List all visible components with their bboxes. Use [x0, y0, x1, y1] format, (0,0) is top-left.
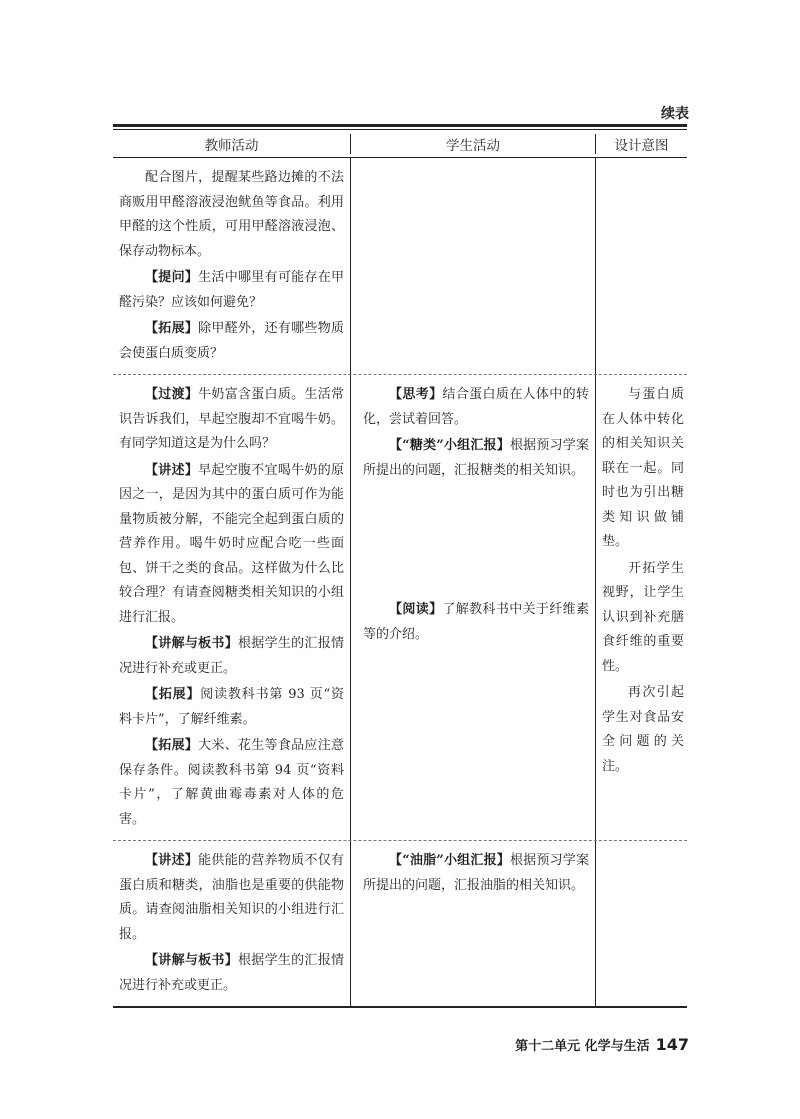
paragraph-text: 牛奶富含蛋白质。生活常识告诉我们，早起空腹却不宜喝牛奶。有同学知道这是为什么吗？: [119, 387, 344, 451]
paragraph-text: 根据学生的汇报情况进行补充或更正。: [119, 953, 344, 993]
paragraph-text: 大米、花生等食品应注意保存条件。阅读教科书第 94 页“资料卡片”，了解黄曲霉毒素对人体的危害。: [119, 738, 344, 827]
paragraph: [119, 383, 344, 457]
paragraph-text: 开拓学生视野，让学生认识到补充膳食纤维的重要性。: [602, 560, 684, 674]
page-footer: [515, 1035, 689, 1054]
paragraph: [119, 683, 344, 732]
paragraph-tag: 【阅读】: [389, 602, 443, 617]
paragraph-text: 根据学生的汇报情况进行补充或更正。: [119, 636, 344, 676]
paragraph-tag: 【拓展】: [145, 738, 199, 753]
table-bottom-rule: [113, 1006, 687, 1008]
paragraph: [119, 459, 344, 631]
paragraph-tag: 【讲解与板书】: [145, 636, 238, 651]
design-cell: [595, 375, 687, 840]
teacher-cell: [113, 375, 350, 840]
paragraph-tag: 【“油脂”小组汇报】: [389, 853, 510, 868]
table-header: [113, 130, 687, 158]
header-design-intent: 设计意图: [595, 134, 687, 154]
paragraph: [119, 849, 344, 947]
paragraph: [602, 681, 684, 779]
paragraph: [119, 949, 344, 998]
paragraph: [119, 317, 344, 366]
paragraph-text: 根据预习学案所提出的问题，汇报糖类的相关知识。: [363, 438, 589, 478]
paragraph-tag: 【过渡】: [145, 387, 199, 402]
paragraph: [602, 383, 684, 555]
paragraph-text: 能供能的营养物质不仅有蛋白质和糖类，油脂也是重要的供能物质。请查阅油脂相关知识的小组进行汇报。: [119, 853, 344, 942]
paragraph-text: 结合蛋白质在人体中的转化，尝试着回答。: [363, 387, 589, 427]
paragraph-text: 配合图片，提醒某些路边摊的不法商贩用甲醛溶液浸泡鱿鱼等食品。利用甲醛的这个性质，可用甲醛溶液浸泡、保存动物标本。: [119, 170, 344, 259]
table-row: [113, 374, 687, 840]
paragraph: [119, 166, 344, 264]
paragraph: [363, 849, 589, 898]
paragraph-text: 生活中哪里有可能存在甲醛污染？应该如何避免？: [119, 270, 344, 310]
paragraph-tag: 【思考】: [389, 387, 443, 402]
page-number: 147: [655, 1035, 689, 1054]
paragraph: [363, 598, 589, 647]
student-cell: [350, 841, 595, 1006]
header-student-activity: 学生活动: [350, 134, 595, 154]
paragraph-tag: 【提问】: [145, 270, 199, 285]
paragraph-text: 了解教科书中关于纤维素等的介绍。: [363, 602, 589, 642]
paragraph-text: 根据预习学案所提出的问题，汇报油脂的相关知识。: [363, 853, 589, 893]
student-cell: [350, 158, 595, 374]
paragraph: [119, 632, 344, 681]
paragraph: [363, 434, 589, 483]
paragraph: [602, 557, 684, 680]
teacher-cell: [113, 158, 350, 374]
design-cell: [595, 841, 687, 1006]
paragraph-tag: 【“糖类”小组汇报】: [389, 438, 510, 453]
paragraph-text: 阅读教科书第 93 页“资料卡片”，了解纤维素。: [119, 687, 344, 727]
header-teacher-activity: 教师活动: [204, 137, 259, 154]
table-top-rule: [113, 124, 687, 127]
paragraph: [119, 266, 344, 315]
design-cell: [595, 158, 687, 374]
paragraph-tag: 【拓展】: [145, 321, 199, 336]
paragraph-tag: 【讲解与板书】: [145, 953, 238, 968]
paragraph-text: 再次引起学生对食品安全问题的关注。: [602, 685, 684, 774]
unit-title: 第十二单元 化学与生活: [515, 1039, 650, 1054]
lesson-table: [113, 124, 687, 1008]
paragraph-tag: 【讲述】: [145, 853, 199, 868]
table-row: [113, 840, 687, 1006]
paragraph-tag: 【拓展】: [145, 687, 201, 702]
paragraph-text: 除甲醛外，还有哪些物质会使蛋白质变质？: [119, 321, 344, 361]
table-row: [113, 158, 687, 374]
paragraph-text: 与蛋白质在人体中转化的相关知识关联在一起。同时也为引出糖类知识做铺垫。: [602, 387, 684, 549]
paragraph-text: 早起空腹不宜喝牛奶的原因之一，是因为其中的蛋白质可作为能量物质被分解，不能完全起到蛋白质的营养作用。喝牛奶时应配合吃一些面包、饼干之类的食品。这样做为什么比较合理？有请查阅糖类相关知识的小组进行汇报。: [119, 462, 344, 625]
teacher-cell: [113, 841, 350, 1006]
student-cell: [350, 375, 595, 840]
spacer: [363, 485, 589, 598]
paragraph: [363, 383, 589, 432]
paragraph: [119, 734, 344, 832]
paragraph-tag: 【讲述】: [145, 462, 199, 478]
continued-label: 续表: [661, 106, 689, 122]
